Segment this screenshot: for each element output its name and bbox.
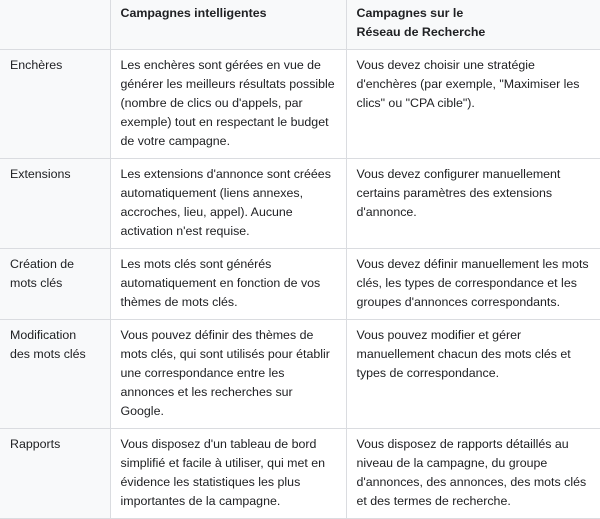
header-search-line2: Réseau de Recherche: [356, 25, 486, 39]
table-row: [0, 320, 600, 429]
row-label: Enchères: [0, 50, 110, 159]
table-header-row: [0, 0, 600, 50]
header-empty: [0, 0, 110, 50]
table-row: [0, 50, 600, 159]
row-label: Rapports: [0, 429, 110, 519]
smart-cell: Les enchères sont gérées en vue de générer les meilleurs résultats possible (nombre de clics ou d'appels, par exemple) tout en respectant le budget de votre campagne.: [110, 50, 346, 159]
search-cell: Vous devez définir manuellement les mots clés, les types de correspondance et les groupes d'annonces correspondants.: [346, 249, 600, 320]
table-row: [0, 249, 600, 320]
smart-cell: Les mots clés sont générés automatiquement en fonction de vos thèmes de mots clés.: [110, 249, 346, 320]
search-cell: Vous disposez de rapports détaillés au niveau de la campagne, du groupe d'annonces, des annonces, des mots clés et des termes de recherche.: [346, 429, 600, 519]
search-cell: Vous pouvez modifier et gérer manuellement chacun des mots clés et types de correspondance.: [346, 320, 600, 429]
table-row: [0, 159, 600, 249]
row-label: Modification des mots clés: [0, 320, 110, 429]
row-label: Extensions: [0, 159, 110, 249]
header-smart-campaigns: Campagnes intelligentes: [110, 0, 346, 50]
smart-cell: Les extensions d'annonce sont créées automatiquement (liens annexes, accroches, lieu, appel). Aucune activation n'est requise.: [110, 159, 346, 249]
header-search-line1: Campagnes sur le: [356, 6, 464, 20]
smart-cell: Vous disposez d'un tableau de bord simplifié et facile à utiliser, qui met en évidence les statistiques les plus importantes de la campagne.: [110, 429, 346, 519]
search-cell: Vous devez choisir une stratégie d'enchères (par exemple, "Maximiser les clics" ou "CPA cible").: [346, 50, 600, 159]
table-row: [0, 429, 600, 519]
smart-cell: Vous pouvez définir des thèmes de mots clés, qui sont utilisés pour établir une correspondance entre les annonces et les recherches sur Google.: [110, 320, 346, 429]
header-search-campaigns: [346, 0, 600, 50]
search-cell: Vous devez configurer manuellement certains paramètres des extensions d'annonce.: [346, 159, 600, 249]
row-label: Création de mots clés: [0, 249, 110, 320]
